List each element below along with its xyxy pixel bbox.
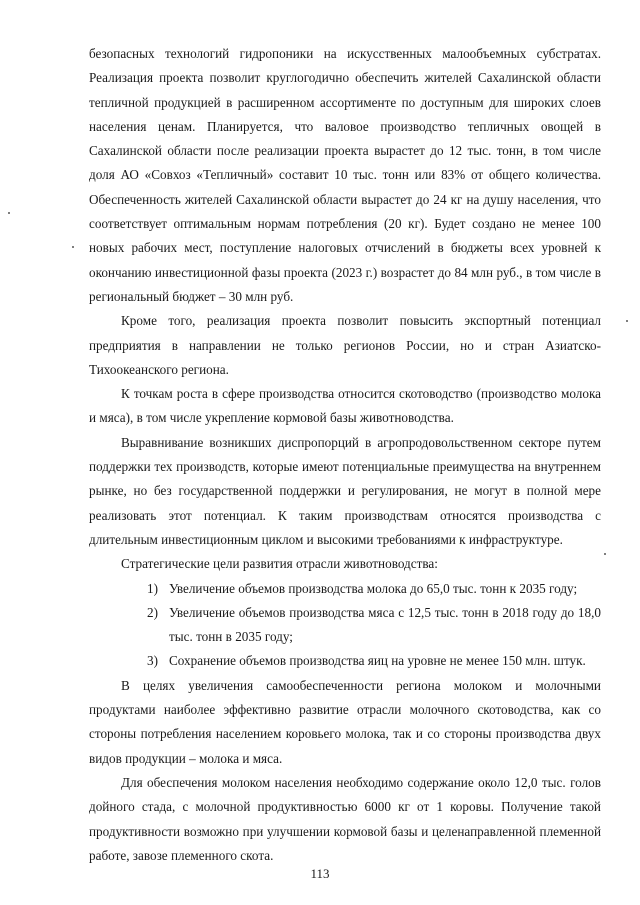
scan-speck [626, 320, 628, 322]
paragraph-dairy-herd: Для обеспечения молоком населения необходимо содержание около 12,0 тыс. голов дойного стада, с молочной продуктивностью 6000 кг от 1 коровы. Получение такой продуктивности возможно при улучшении кормовой базы и целенаправленной племенной работе, завозе племенного скота. [89, 774, 601, 863]
paragraph-disproportions: Выравнивание возникших диспропорций в агропродовольственном секторе путем поддержки тех производств, которые имеют потенциальные преимущества на внутреннем рынке, но без государственной поддержки и регулирования, не могут в полной мере реализовать этот потенциал. К таким производствам относятся производства с длительным инвестиционным циклом и высокими требованиями к инфраструктуре. [89, 434, 601, 547]
list-item [89, 577, 601, 601]
paragraph-dairy-self-sufficiency: В целях увеличения самообеспеченности региона молоком и молочными продуктами наиболее эффективно развитие отрасли молочного скотоводства, как со стороны потребления населением коровьего молока, так и со стороны производства двух видов продукции – молока и мяса. [89, 677, 601, 766]
scan-speck [604, 553, 606, 555]
list-item [89, 601, 601, 650]
list-item-text: Сохранение объемов производства яиц на уровне не менее 150 млн. штук. [169, 653, 586, 669]
list-item-number: 1) [147, 580, 158, 596]
list-item-number: 2) [147, 604, 158, 620]
scan-speck [72, 246, 74, 248]
list-item-text: Увеличение объемов производства мяса с 12,5 тыс. тонн в 2018 году до 18,0 тыс. тонн в 2035 году; [169, 604, 601, 645]
strategic-goals-list [89, 577, 601, 674]
scan-speck [8, 212, 10, 214]
list-item [89, 649, 601, 673]
paragraph-hydroponics-continuation: безопасных технологий гидропоники на искусственных малообъемных субстратах. Реализация проекта позволит круглогодично обеспечить жителей Сахалинской области тепличной продукцией в расширенном ассортименте по доступным для широких слоев населения ценам. Планируется, что валовое производство тепличных овощей в Сахалинской области после реализации проекта вырастет до 12 тыс. тонн, в том числе доля АО «Совхоз «Тепличный» составит 10 тыс. тонн или 83% от общего количества. Обеспеченность жителей Сахалинской области вырастет до 24 кг на душу населения, что соответствует оптимальным нормам потребления (20 кг). Будет создано не менее 100 новых рабочих мест, поступление налоговых отчислений в бюджеты всех уровней к окончанию инвестиционной фазы проекта (2023 г.) возрастет до 84 млн руб., в том числе в региональный бюджет – 30 млн руб. [89, 46, 601, 304]
paragraph-strategic-goals-heading: Стратегические цели развития отрасли животноводства: [121, 556, 438, 572]
paragraph-growth-points: К точкам роста в сфере производства относится скотоводство (производство молока и мяса), в том числе укрепление кормовой базы животноводства. [89, 386, 601, 426]
document-body [89, 42, 601, 868]
list-item-number: 3) [147, 653, 158, 669]
page-number: 113 [310, 866, 330, 881]
list-item-text: Увеличение объемов производства молока до 65,0 тыс. тонн к 2035 году; [169, 580, 578, 596]
paragraph-export-potential: Кроме того, реализация проекта позволит повысить экспортный потенциал предприятия в направлении не только регионов России, но и стран Азиатско-Тихоокеанского региона. [89, 313, 601, 377]
